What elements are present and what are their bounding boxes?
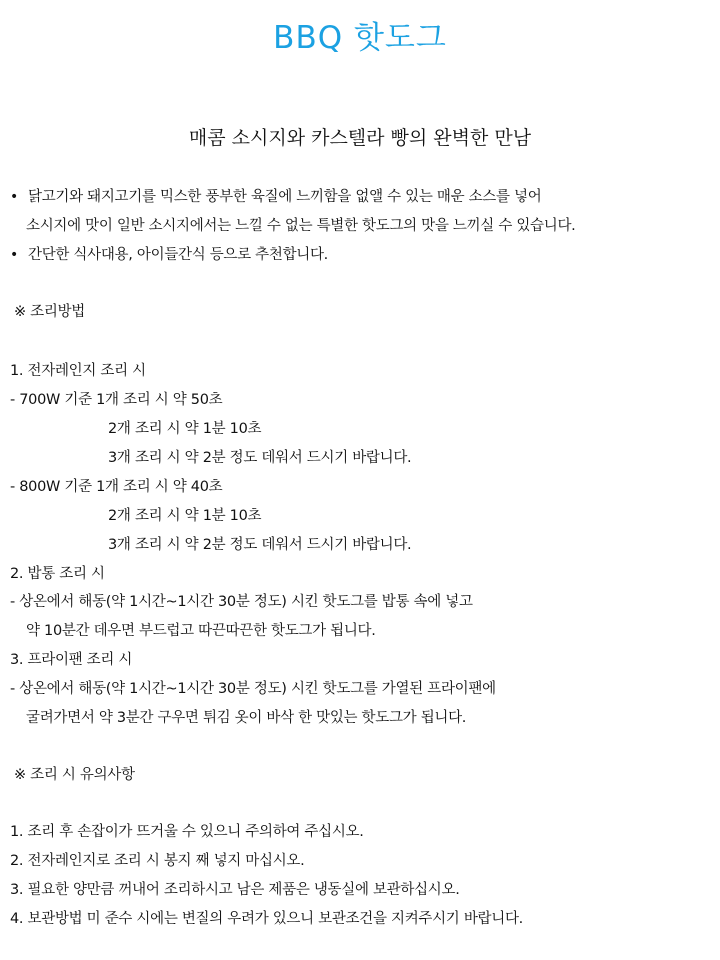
caution-3: 3. 필요한 양만큼 꺼내어 조리하시고 남은 제품은 냉동실에 보관하십시오.	[10, 882, 460, 898]
bullet-2-text: 간단한 식사대용, 아이들간식 등으로 추천합니다.	[28, 247, 328, 263]
bullet-dot: •	[10, 247, 18, 263]
method-2-line-2: 약 10분간 데우면 부드럽고 따끈따끈한 핫도그가 됩니다.	[26, 623, 376, 639]
method-1-700w-line-3: 3개 조리 시 약 2분 정도 데워서 드시기 바랍니다.	[108, 450, 412, 466]
method-1-700w-line-2: 2개 조리 시 약 1분 10초	[108, 421, 262, 437]
method-3-line-1: - 상온에서 해동(약 1시간~1시간 30분 정도) 시킨 핫도그를 가열된 프라이팬에	[10, 681, 496, 697]
method-1-800w-line-3: 3개 조리 시 약 2분 정도 데워서 드시기 바랍니다.	[108, 537, 412, 553]
method-1-700w-line-1: - 700W 기준 1개 조리 시 약 50초	[10, 392, 223, 408]
method-2-line-1: - 상온에서 해동(약 1시간~1시간 30분 정도) 시킨 핫도그를 밥통 속에 넣고	[10, 594, 473, 610]
method-3-line-2: 굴려가면서 약 3분간 구우면 튀김 옷이 바삭 한 맛있는 핫도그가 됩니다.	[26, 710, 467, 726]
caution-4: 4. 보관방법 미 준수 시에는 변질의 우려가 있으니 보관조건을 지켜주시기 바랍니다.	[10, 911, 523, 927]
bullet-dot: •	[10, 189, 18, 205]
method-1-800w-line-2: 2개 조리 시 약 1분 10초	[108, 508, 262, 524]
cautions-heading: ※ 조리 시 유의사항	[14, 767, 135, 783]
method-1-800w-line-1: - 800W 기준 1개 조리 시 약 40초	[10, 479, 223, 495]
method-2-title: 2. 밥통 조리 시	[10, 566, 105, 582]
product-title: BBQ 핫도그	[273, 20, 447, 56]
method-1-title: 1. 전자레인지 조리 시	[10, 363, 146, 379]
bullet-1-line-2: 소시지에 맛이 일반 소시지에서는 느낄 수 없는 특별한 핫도그의 맛을 느끼실 수 있습니다.	[26, 218, 576, 234]
caution-2: 2. 전자레인지로 조리 시 봉지 째 넣지 마십시오.	[10, 853, 305, 869]
caution-1: 1. 조리 후 손잡이가 뜨거울 수 있으니 주의하여 주십시오.	[10, 824, 364, 840]
method-3-title: 3. 프라이팬 조리 시	[10, 652, 133, 668]
bullet-1-line-1: 닭고기와 돼지고기를 믹스한 풍부한 육질에 느끼함을 없앨 수 있는 매운 소스를 넣어	[28, 189, 542, 205]
product-subtitle: 매콤 소시지와 카스텔라 빵의 완벽한 만남	[188, 127, 532, 149]
cooking-heading: ※ 조리방법	[14, 304, 85, 320]
